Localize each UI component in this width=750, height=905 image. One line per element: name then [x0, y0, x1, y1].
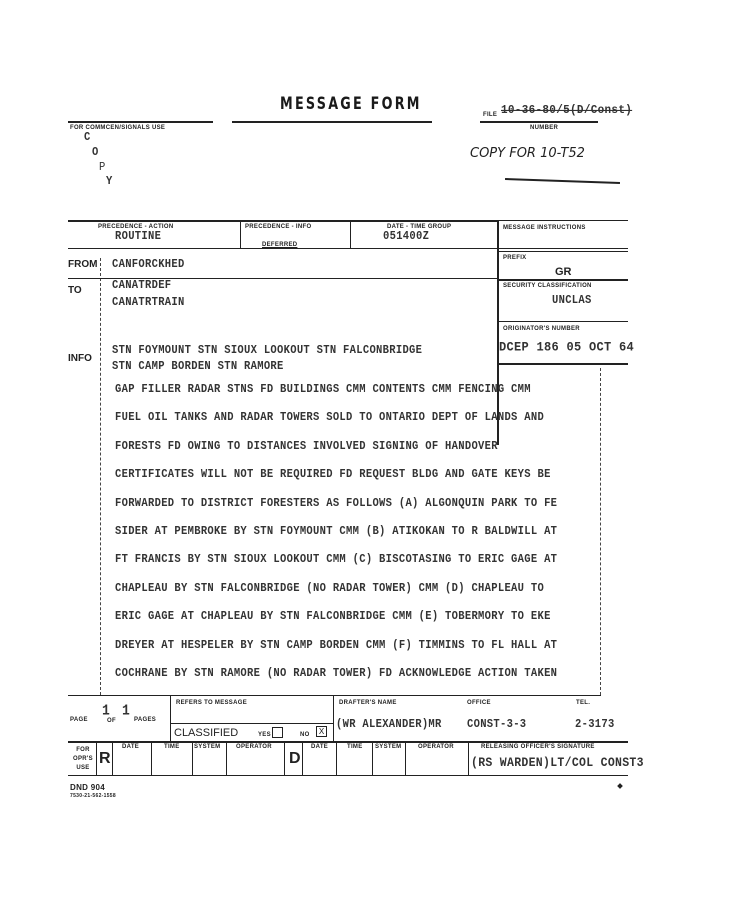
body-line: CERTIFICATES WILL NOT BE REQUIRED FD REQUEST BLDG AND GATE KEYS BE	[115, 468, 551, 482]
releasing-label: RELEASING OFFICER'S SIGNATURE	[481, 744, 595, 750]
to-value: CANATRTRAIN	[112, 296, 185, 310]
dtg-label: DATE - TIME GROUP	[387, 224, 452, 230]
to-value: CANATRDEF	[112, 279, 172, 293]
rule	[498, 251, 628, 252]
copy-letter: C	[84, 131, 91, 145]
tel-value: 2-3173	[575, 718, 615, 732]
of-label: OF	[107, 718, 116, 724]
no-label: NO	[300, 732, 310, 738]
stock-number: 7530-21-562-1558	[70, 793, 116, 799]
rule	[68, 121, 213, 123]
originator-label: ORIGINATOR'S NUMBER	[503, 326, 580, 332]
precedence-action-value: ROUTINE	[115, 230, 162, 244]
divider	[336, 742, 337, 775]
rule	[498, 279, 628, 281]
body-line: FORESTS FD OWING TO DISTANCES INVOLVED SIGNING OF HANDOVER	[115, 440, 498, 454]
refers-label: REFERS TO MESSAGE	[176, 700, 248, 706]
operator-label: OPERATOR	[418, 744, 454, 750]
date-label: DATE	[311, 744, 329, 750]
rule	[68, 775, 628, 776]
rule	[498, 220, 628, 221]
office-label: OFFICE	[467, 700, 491, 706]
handwritten-note: COPY FOR 10-T52	[470, 146, 585, 161]
rule	[68, 741, 628, 743]
body-line: FT FRANCIS BY STN SIOUX LOOKOUT CMM (C) BISCOTASING TO ERIC GAGE AT	[115, 553, 558, 567]
body-line: COCHRANE BY STN RAMORE (NO RADAR TOWER) FD ACKNOWLEDGE ACTION TAKEN	[115, 667, 558, 681]
precedence-info-value: DEFERRED	[262, 242, 298, 248]
divider	[468, 742, 469, 775]
divider	[350, 221, 351, 248]
precedence-info-label: PRECEDENCE - INFO	[245, 224, 312, 230]
info-value: STN CAMP BORDEN STN RAMORE	[112, 360, 284, 374]
divider	[302, 742, 303, 775]
page-label: PAGE	[70, 717, 88, 723]
divider	[151, 742, 152, 775]
divider	[372, 742, 373, 775]
divider	[96, 742, 97, 775]
classified-yes-checkbox[interactable]	[272, 727, 283, 738]
time-label: TIME	[347, 744, 363, 750]
copy-letter: O	[92, 146, 99, 160]
classified-no-checkbox[interactable]: X	[316, 726, 327, 737]
drafter-label: DRAFTER'S NAME	[339, 700, 397, 706]
rule	[170, 723, 333, 724]
rule	[68, 220, 498, 222]
system-label: SYSTEM	[194, 744, 221, 750]
office-value: CONST-3-3	[467, 718, 527, 732]
rule	[68, 695, 601, 696]
rule	[68, 248, 628, 249]
divider	[284, 742, 285, 775]
rule	[480, 121, 598, 123]
security-value: UNCLAS	[552, 294, 592, 308]
originator-value: DCEP 186 05 OCT 64	[499, 339, 635, 355]
from-label: FROM	[68, 259, 98, 270]
body-line: FORWARDED TO DISTRICT FORESTERS AS FOLLOWS (A) ALGONQUIN PARK TO FE	[115, 496, 558, 511]
body-line: DREYER AT HESPELER BY STN CAMP BORDEN CMM (F) TIMMINS TO FL HALL AT	[115, 638, 558, 653]
to-label: TO	[68, 285, 82, 296]
classified-label: CLASSIFIED	[174, 727, 239, 739]
body-line: ERIC GAGE AT CHAPLEAU BY STN FALCONBRIDGE CMM (E) TOBERMORY TO EKE	[115, 610, 551, 624]
handwritten-stroke	[505, 178, 620, 184]
divider	[226, 742, 227, 775]
dtg-value: 051400Z	[383, 230, 430, 244]
pages-label: PAGES	[134, 717, 157, 723]
info-value: STN FOYMOUNT STN SIOUX LOOKOUT STN FALCONBRIDGE	[112, 344, 423, 358]
body-line: SIDER AT PEMBROKE BY STN FOYMOUNT CMM (B) ATIKOKAN TO R BALDWILL AT	[115, 525, 558, 539]
rule	[498, 321, 628, 322]
date-label: DATE	[122, 744, 140, 750]
commcen-label: FOR COMMCEN/SIGNALS USE	[70, 125, 166, 131]
d-letter: D	[289, 750, 301, 767]
form-title: MESSAGE FORM	[280, 94, 422, 114]
rule	[498, 363, 628, 365]
r-letter: R	[99, 750, 111, 767]
body-line: CHAPLEAU BY STN FALCONBRIDGE (NO RADAR TOWER) CMM (D) CHAPLEAU TO	[115, 582, 545, 596]
instructions-label: MESSAGE INSTRUCTIONS	[503, 225, 586, 231]
file-label: FILE	[483, 112, 498, 118]
divider	[112, 742, 113, 775]
copy-letter: Y	[106, 175, 113, 189]
body-line: FUEL OIL TANKS AND RADAR TOWERS SOLD TO ONTARIO DEPT OF LANDS AND	[115, 411, 545, 425]
tel-label: TEL.	[576, 700, 591, 706]
body-line: GAP FILLER RADAR STNS FD BUILDINGS CMM CONTENTS CMM FENCING CMM	[115, 383, 531, 397]
divider	[333, 696, 334, 741]
diamond-mark-icon	[617, 783, 623, 789]
time-label: TIME	[164, 744, 180, 750]
prefix-value: GR	[555, 266, 572, 278]
operator-label: OPERATOR	[236, 744, 272, 750]
rule	[232, 121, 432, 123]
margin-dashed-line	[600, 368, 601, 695]
divider	[192, 742, 193, 775]
divider	[170, 696, 171, 741]
security-label: SECURITY CLASSIFICATION	[503, 283, 592, 289]
info-label: INFO	[68, 353, 92, 364]
opr-use-label: FOR OPR'S USE	[73, 747, 93, 771]
file-number: 10-36-80/5(D/Const)	[501, 104, 633, 118]
divider	[405, 742, 406, 775]
from-value: CANFORCKHED	[112, 258, 185, 272]
page-total: 1	[122, 702, 131, 719]
copy-letter: P	[99, 161, 106, 175]
system-label: SYSTEM	[375, 744, 402, 750]
margin-dashed-line	[100, 258, 101, 695]
yes-label: YES	[258, 732, 271, 738]
page-number: 1	[102, 702, 111, 719]
precedence-action-label: PRECEDENCE - ACTION	[98, 224, 174, 230]
releasing-value: (RS WARDEN)LT/COL CONST3	[471, 756, 644, 771]
drafter-value: (WR ALEXANDER)MR	[336, 718, 442, 732]
prefix-label: PREFIX	[503, 255, 527, 261]
divider	[240, 221, 241, 248]
form-id: DND 904	[70, 783, 106, 792]
number-label: NUMBER	[530, 125, 559, 131]
